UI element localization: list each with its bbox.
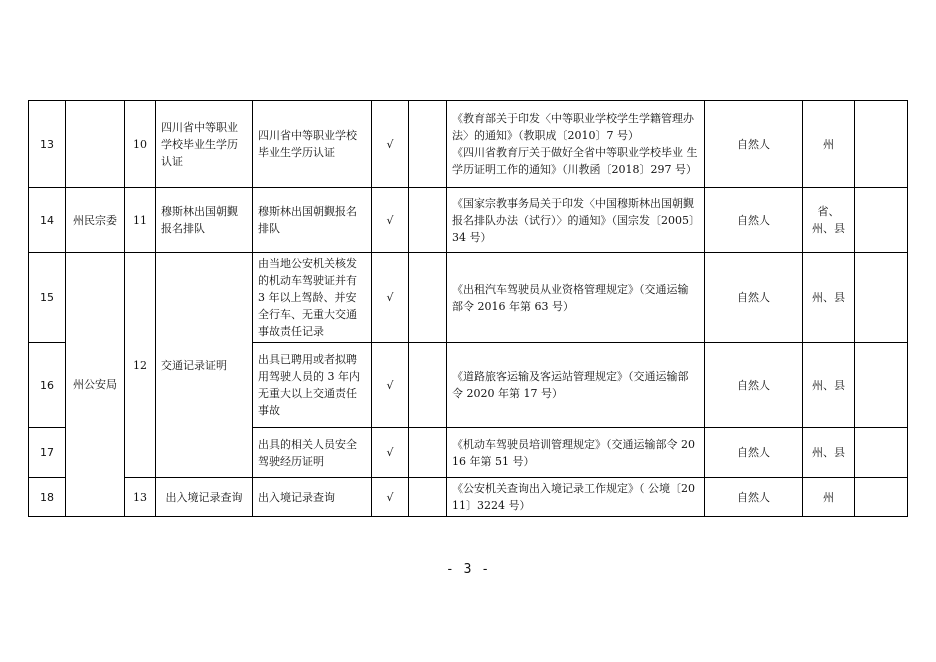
item-content: 出具的相关人员安全驾驶经历证明 (253, 428, 372, 478)
sequence-number: 11 (125, 188, 156, 253)
check-mark: √ (372, 343, 409, 428)
basis-line: 《教育部关于印发〈中等职业学校学生学籍管理办法〉的通知》（教职成〔2010〕7 号） (452, 112, 694, 142)
subject-type: 自然人 (705, 188, 803, 253)
legal-basis (447, 253, 705, 343)
check-mark: √ (372, 188, 409, 253)
extra-cell (855, 478, 908, 517)
subject-type: 自然人 (705, 428, 803, 478)
row-number: 15 (29, 253, 66, 343)
item-content: 出入境记录查询 (253, 478, 372, 517)
legal-basis (447, 188, 705, 253)
basis-line: 《道路旅客运输及客运站管理规定》（交通运输部令 2020 年第 17 号） (452, 370, 689, 400)
item-name: 穆斯林出国朝觐报名排队 (156, 188, 253, 253)
basis-line: 《四川省教育厅关于做好全省中等职业学校毕业 生学历证明工作的通知》（川教函〔2018〕297 号） (452, 146, 698, 176)
extra-cell (855, 188, 908, 253)
legal-basis (447, 428, 705, 478)
basis-line: 《公安机关查询出入境记录工作规定》（ 公境〔2011〕3224 号） (452, 482, 695, 512)
department-cell: 州公安局 (66, 253, 125, 517)
blank-cell (409, 188, 447, 253)
department-cell (66, 101, 125, 188)
check-mark: √ (372, 478, 409, 517)
legal-basis (447, 343, 705, 428)
extra-cell (855, 253, 908, 343)
row-number: 13 (29, 101, 66, 188)
table-row (29, 188, 908, 253)
legal-basis (447, 478, 705, 517)
basis-line: 《国家宗教事务局关于印发〈中国穆斯林出国朝觐报名排队办法（试行）〉的通知》（国宗发〔2005〕34 号） (452, 196, 695, 244)
table-row (29, 253, 908, 343)
admin-level: 州、县 (803, 428, 855, 478)
subject-type: 自然人 (705, 101, 803, 188)
sequence-number: 13 (125, 478, 156, 517)
check-mark: √ (372, 428, 409, 478)
page-number: - 3 - (445, 562, 491, 577)
certificate-items-table (28, 100, 908, 517)
subject-type: 自然人 (705, 253, 803, 343)
item-content: 出具已聘用或者拟聘用驾驶人员的 3 年内无重大以上交通责任事故 (253, 343, 372, 428)
check-mark: √ (372, 101, 409, 188)
extra-cell (855, 343, 908, 428)
check-mark: √ (372, 253, 409, 343)
row-number: 18 (29, 478, 66, 517)
basis-line: 《出租汽车驾驶员从业资格管理规定》（交通运输部令 2016 年第 63 号） (452, 282, 689, 313)
admin-level: 州 (803, 478, 855, 517)
admin-level: 州、县 (803, 253, 855, 343)
subject-type: 自然人 (705, 343, 803, 428)
extra-cell (855, 101, 908, 188)
item-name: 四川省中等职业学校毕业生学历认证 (156, 101, 253, 188)
basis-line: 《机动车驾驶员培训管理规定》（交通运输部令 2016 年第 51 号） (452, 437, 695, 468)
table-row (29, 478, 908, 517)
legal-basis (447, 101, 705, 188)
item-content: 由当地公安机关核发的机动车驾驶证并有 3 年以上驾龄、并安全行车、无重大交通事故责任记录 (253, 253, 372, 343)
table-row (29, 101, 908, 188)
admin-level: 州 (803, 101, 855, 188)
sequence-number: 12 (125, 253, 156, 478)
department-cell: 州民宗委 (66, 188, 125, 253)
row-number: 16 (29, 343, 66, 428)
row-number: 17 (29, 428, 66, 478)
extra-cell (855, 428, 908, 478)
blank-cell (409, 253, 447, 343)
admin-level: 州、县 (803, 343, 855, 428)
blank-cell (409, 478, 447, 517)
subject-type: 自然人 (705, 478, 803, 517)
blank-cell (409, 101, 447, 188)
sequence-number: 10 (125, 101, 156, 188)
blank-cell (409, 343, 447, 428)
item-content: 穆斯林出国朝觐报名排队 (253, 188, 372, 253)
item-name: 出入境记录查询 (156, 478, 253, 517)
admin-level: 省、州、县 (803, 188, 855, 253)
item-name: 交通记录证明 (156, 253, 253, 478)
item-content: 四川省中等职业学校毕业生学历认证 (253, 101, 372, 188)
row-number: 14 (29, 188, 66, 253)
blank-cell (409, 428, 447, 478)
